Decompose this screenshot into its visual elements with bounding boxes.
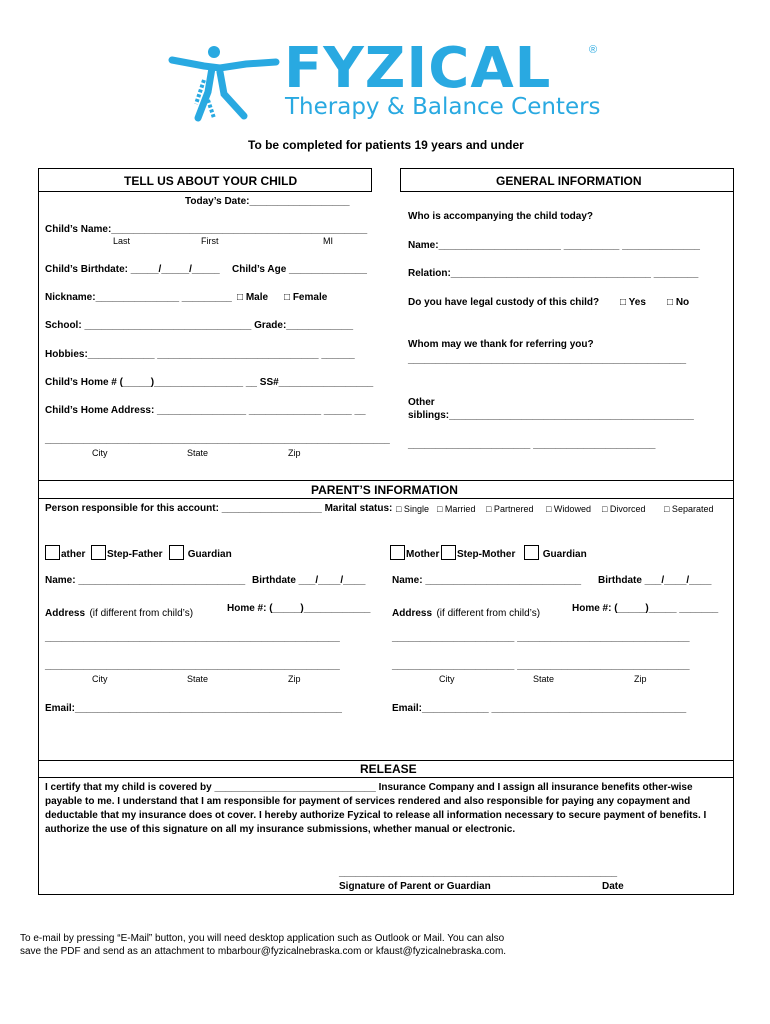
custody-label: Do you have legal custody of this child? bbox=[408, 297, 600, 308]
child-address-field[interactable]: Child’s Home Address: ________________ _____________ _____ __ bbox=[45, 405, 366, 416]
footer-note-line-2: save the PDF and send as an attachment to mbarbour@fyzicalnebraska.com or kfaust@fyzicalnebraska.com. bbox=[20, 946, 507, 957]
parent-top-border bbox=[38, 480, 734, 481]
guardian-right-checkbox[interactable] bbox=[524, 545, 539, 560]
custody-yes-checkbox[interactable]: □ Yes bbox=[620, 297, 646, 308]
siblings-field[interactable]: siblings:____________________________________________ bbox=[408, 410, 694, 421]
siblings-line2[interactable]: ______________________ ______________________ bbox=[408, 439, 656, 450]
parent1-birthdate-field[interactable]: Birthdate ___/____/____ bbox=[252, 575, 366, 586]
referring-field[interactable]: __________________________________________________ bbox=[408, 354, 687, 365]
general-header: GENERAL INFORMATION bbox=[496, 174, 642, 188]
child-name-field[interactable]: Child’s Name:______________________________________________ bbox=[45, 224, 368, 235]
parent2-birthdate-field[interactable]: Birthdate ___/____/____ bbox=[598, 575, 712, 586]
figure-icon bbox=[168, 44, 280, 126]
footer-note-line-1: To e-mail by pressing “E-Mail” button, you will need desktop application such as Outlook or Mail. You can also bbox=[20, 933, 505, 944]
release-line-1: I certify that my child is covered by _____________________________ Insurance Company and I assign all insurance benefits other-wise bbox=[45, 782, 693, 793]
parent1-zip-label: Zip bbox=[288, 674, 301, 684]
todays-date-field[interactable]: Today’s Date:__________________ bbox=[185, 196, 350, 207]
parent2-address-line1[interactable]: ______________________ _______________________________ bbox=[392, 632, 690, 643]
parent2-name-field[interactable]: Name: ____________________________ bbox=[392, 575, 582, 586]
date-label: Date bbox=[602, 881, 624, 892]
step-father-checkbox[interactable] bbox=[91, 545, 106, 560]
marital-single[interactable]: □ Single bbox=[396, 504, 429, 514]
brand-tagline: Therapy & Balance Centers bbox=[285, 94, 601, 120]
parent1-name-field[interactable]: Name: ______________________________ bbox=[45, 575, 246, 586]
parent2-city-label: City bbox=[439, 674, 455, 684]
marital-widowed[interactable]: □ Widowed bbox=[546, 504, 591, 514]
hobbies-field[interactable]: Hobbies:____________ _____________________________ ______ bbox=[45, 349, 355, 360]
parent1-address-label: Address bbox=[45, 608, 86, 619]
release-header-bottom bbox=[38, 777, 734, 778]
parent2-zip-label: Zip bbox=[634, 674, 647, 684]
accompanying-name-field[interactable]: Name:______________________ __________ ______________ bbox=[408, 240, 700, 251]
child-state-label: State bbox=[187, 448, 209, 458]
parent-header-bottom bbox=[38, 498, 734, 499]
child-zip-label: Zip bbox=[288, 448, 301, 458]
father-label: ather bbox=[61, 549, 86, 560]
release-line-3: deductable that my insurance does ot cover. I hereby authorize Fyzical to release all information necessary to secure payment of benefits. I bbox=[45, 810, 707, 821]
parent-right-border bbox=[733, 480, 734, 895]
signature-field[interactable]: __________________________________________________ bbox=[339, 867, 618, 878]
parent1-city-label: City bbox=[92, 674, 108, 684]
parent2-state-label: State bbox=[533, 674, 555, 684]
parent2-email-field[interactable]: Email:____________ ___________________________________ bbox=[392, 703, 687, 714]
child-name-first-label: First bbox=[201, 236, 219, 246]
release-top-border bbox=[38, 760, 734, 761]
home-phone-field[interactable]: Child’s Home # (_____)________________ __ SS#_________________ bbox=[45, 377, 374, 388]
marital-married[interactable]: □ Married bbox=[437, 504, 476, 514]
parent1-address-note: (if different from child’s) bbox=[89, 608, 194, 619]
school-field[interactable]: School: ______________________________ Grade:____________ bbox=[45, 320, 354, 331]
form-bottom-border bbox=[38, 894, 734, 895]
intro-text: To be completed for patients 19 years and under bbox=[248, 138, 524, 152]
mother-checkbox[interactable] bbox=[390, 545, 405, 560]
release-header: RELEASE bbox=[360, 762, 417, 776]
parent2-address-line2[interactable]: ______________________ _______________________________ bbox=[392, 660, 690, 671]
parent1-home-field[interactable]: Home #: (_____)____________ bbox=[227, 603, 371, 614]
father-checkbox[interactable] bbox=[45, 545, 60, 560]
child-age-field[interactable]: Child’s Age ______________ bbox=[232, 264, 367, 275]
mother-label: Mother bbox=[406, 549, 440, 560]
parent-left-border bbox=[38, 480, 39, 895]
step-mother-checkbox[interactable] bbox=[441, 545, 456, 560]
parent2-home-field[interactable]: Home #: (_____)_____ _______ bbox=[572, 603, 719, 614]
parent1-address-line1[interactable]: _____________________________________________________ bbox=[45, 632, 340, 643]
child-birthdate-field[interactable]: Child’s Birthdate: _____/_____/_____ bbox=[45, 264, 220, 275]
male-checkbox[interactable]: □ Male bbox=[237, 292, 269, 303]
responsible-field[interactable]: Person responsible for this account: __________________ Marital status: bbox=[45, 503, 393, 514]
brand-name: FYZICAL bbox=[284, 36, 552, 101]
child-city-label: City bbox=[92, 448, 108, 458]
child-name-last-label: Last bbox=[113, 236, 131, 246]
step-mother-label: Step-Mother bbox=[457, 549, 516, 560]
guardian-left-label: Guardian bbox=[187, 549, 232, 560]
signature-label: Signature of Parent or Guardian bbox=[339, 881, 491, 892]
parent1-state-label: State bbox=[187, 674, 209, 684]
outer-left-border bbox=[38, 190, 39, 480]
parent1-email-field[interactable]: Email:________________________________________________ bbox=[45, 703, 342, 714]
child-name-mi-label: MI bbox=[323, 236, 333, 246]
female-checkbox[interactable]: □ Female bbox=[284, 292, 328, 303]
marital-divorced[interactable]: □ Divorced bbox=[602, 504, 646, 514]
registered-mark: ® bbox=[589, 44, 598, 56]
marital-partnered[interactable]: □ Partnered bbox=[486, 504, 534, 514]
nickname-field[interactable]: Nickname:_______________ _________ bbox=[45, 292, 232, 303]
relation-field[interactable]: Relation:____________________________________ ________ bbox=[408, 268, 699, 279]
guardian-right-label: Guardian bbox=[542, 549, 587, 560]
step-father-label: Step-Father bbox=[107, 549, 163, 560]
parent2-address-label: Address bbox=[392, 608, 433, 619]
parent2-address-note: (if different from child’s) bbox=[436, 608, 541, 619]
parent-header: PARENT’S INFORMATION bbox=[311, 483, 458, 497]
release-line-4: authorize the use of this signature on all my insurance submissions, whether manual or electronic. bbox=[45, 824, 516, 835]
child-header: TELL US ABOUT YOUR CHILD bbox=[124, 174, 298, 188]
release-line-2: payable to me. I understand that I am responsible for payment of services rendered and also responsible for paying any copayment and bbox=[45, 796, 691, 807]
guardian-left-checkbox[interactable] bbox=[169, 545, 184, 560]
referring-label: Whom may we thank for referring you? bbox=[408, 339, 594, 350]
custody-no-checkbox[interactable]: □ No bbox=[667, 297, 690, 308]
accompanying-label: Who is accompanying the child today? bbox=[408, 211, 594, 222]
child-address-line2[interactable]: ______________________________________________________________ bbox=[45, 434, 390, 445]
outer-right-border bbox=[733, 190, 734, 480]
marital-separated[interactable]: □ Separated bbox=[664, 504, 714, 514]
other-label: Other bbox=[408, 397, 435, 408]
parent1-address-line2[interactable]: _____________________________________________________ bbox=[45, 660, 340, 671]
